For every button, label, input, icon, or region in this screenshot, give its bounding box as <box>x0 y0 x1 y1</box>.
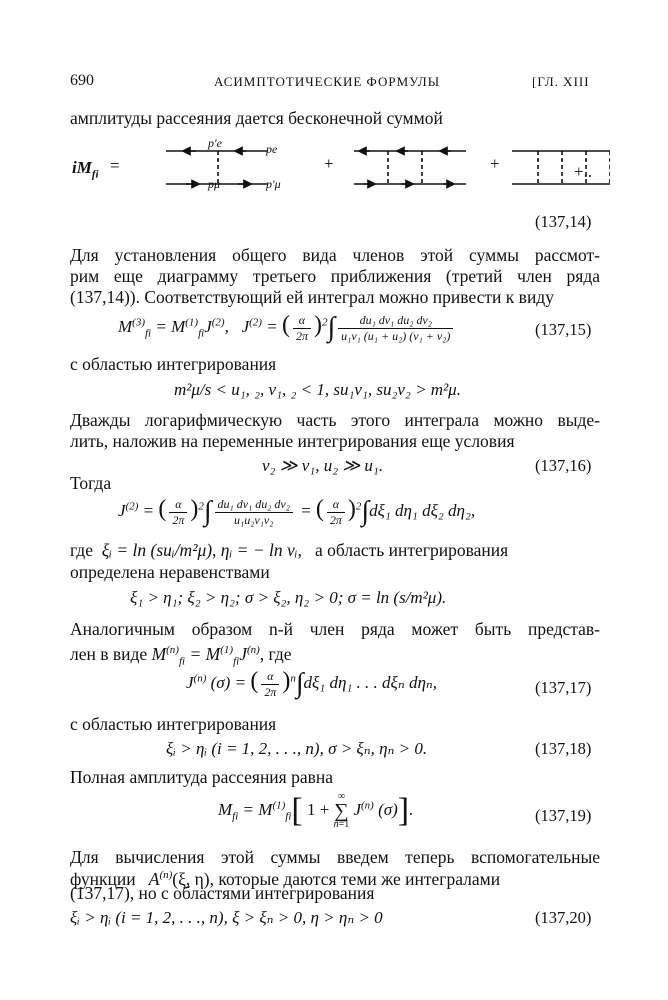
para3-line1: Аналогичным образом n-й член ряда может быть представ- <box>70 619 600 639</box>
defined-line: определена неравенствами <box>70 562 270 582</box>
label-pe-prime: p′e <box>208 136 222 150</box>
full-amplitude-line: Полная амплитуда рассеяния равна <box>70 767 334 787</box>
para4-line1: Для вычисления этой суммы введем теперь вспомогательные <box>70 847 600 867</box>
plus-1: + <box>324 154 334 173</box>
ladder-diagram-3 <box>512 151 610 184</box>
eq-number-137-16: (137,16) <box>535 456 592 475</box>
label-pe: pe <box>266 142 278 156</box>
then-word: Тогда <box>70 473 112 493</box>
eq-number-137-19: (137,19) <box>535 806 592 825</box>
equation-137-16: v₂ ≫ v₁, u₂ ≫ u₁. <box>262 456 384 475</box>
eq-number-137-18: (137,18) <box>535 739 592 758</box>
region-label-1: с областью интегрирования <box>70 354 277 374</box>
running-title: АСИМПТОТИЧЕСКИЕ ФОРМУЛЫ <box>214 74 441 89</box>
equation-137-20: ξᵢ > ηᵢ (i = 1, 2, . . ., n), ξ > ξₙ > 0, η > ηₙ > 0 <box>70 908 383 927</box>
equation-137-19: $M_{fi} = M^{(1)}_{fi}$[ 1 + ∞ ∑ n=1 $J^{(n)}$ (σ)]. <box>218 791 414 830</box>
label-pmu-prime: p′μ <box>266 177 281 191</box>
equation-j2-transformed: $J^{(2)}$ = ( $\frac{\alpha}{2\pi}$ )$^2$∫ $\frac{\text{du₁ dv₁ du₂ dv₂}}{\text{u₁u₂v₁v₂}}$ = ( $\frac{\alpha}{2\pi}$ )$^2$∫dξ₁ dη₁ dξ₂ dη₂, <box>118 496 476 528</box>
where-line: где ξᵢ = ln (suᵢ/m²μ), ηᵢ = − ln vᵢ, а область интегрирования <box>70 540 509 560</box>
para2-line1: Дважды логарифмическую часть этого интеграла можно выде- <box>70 410 600 430</box>
equation-137-18: ξᵢ > ηᵢ (i = 1, 2, . . ., n), σ > ξₙ, ηₙ > 0. <box>166 739 428 758</box>
ladder-diagram-2 <box>354 151 466 184</box>
eq-number-137-14: (137,14) <box>535 212 592 231</box>
region-label-2: с областью интегрирования <box>70 714 277 734</box>
equation-137-15: $M^{(3)}_{fi} = M^{(1)}_{fi}J^{(2)}$, $J^{(2)}$ = ( $\frac{\alpha}{2\pi}$ )$^2$∫ $\frac{\text{du₁ dv₁ du₂ dv₂}}{\text{u₁v₁ (u₁ + u₂) (v₁ + v₂)}}$ <box>118 312 456 344</box>
equation-137-17: $J^{(n)}$ (σ) = ( $\frac{\alpha}{2\pi}$ )$^n$∫dξ₁ dη₁ . . . dξₙ dηₙ, <box>186 668 438 700</box>
inequalities-line: ξ₁ > η₁; ξ₂ > η₂; σ > ξ₂, η₂ > 0; σ = ln (s/m²μ). <box>130 588 447 607</box>
ladder-diagrams-svg <box>126 140 610 200</box>
eq-number-137-17: (137,17) <box>535 678 592 697</box>
lhs-amplitude: $iM_{fi}$ <box>72 158 99 181</box>
intro-line: амплитуды рассеяния дается бесконечной суммой <box>70 108 443 128</box>
para1-line2: рим еще диаграмму третьего приближения (третий член ряда <box>70 266 600 286</box>
para2-line2: лить, наложив на переменные интегрирования еще условия <box>70 431 515 451</box>
plus-2: + <box>490 154 500 173</box>
feynman-diagram-row <box>70 136 610 200</box>
para3-line2: лен в виде $M^{(n)}_{fi} = M^{(1)}_{fi}J^{(n)}$, где <box>70 643 292 668</box>
para1-line3: (137,14)). Соответствующий ей интеграл можно привести к виду <box>70 287 554 307</box>
eq-number-137-20: (137,20) <box>535 908 592 927</box>
eq-number-137-15: (137,15) <box>535 320 592 339</box>
para4-line2: функции $A^{(n)}(\xi$, η), которые даются теми же интегралами <box>70 868 501 889</box>
label-pmu: pμ <box>208 177 221 191</box>
region-inequalities-1: m²μ/s < u₁, ₂, v₁, ₂ < 1, su₁v₁, su₂v₂ > m²μ. <box>174 380 461 399</box>
equals-sign: = <box>110 156 120 175</box>
page-number: 690 <box>70 72 94 89</box>
plus-ellipsis: +.. <box>574 162 593 181</box>
para4-line3: (137,17), но с областями интегрирования <box>70 883 375 903</box>
para1-line1: Для установления общего вида членов этой суммы рассмот- <box>70 245 600 265</box>
chapter-label: [ГЛ. XIII <box>532 74 590 89</box>
